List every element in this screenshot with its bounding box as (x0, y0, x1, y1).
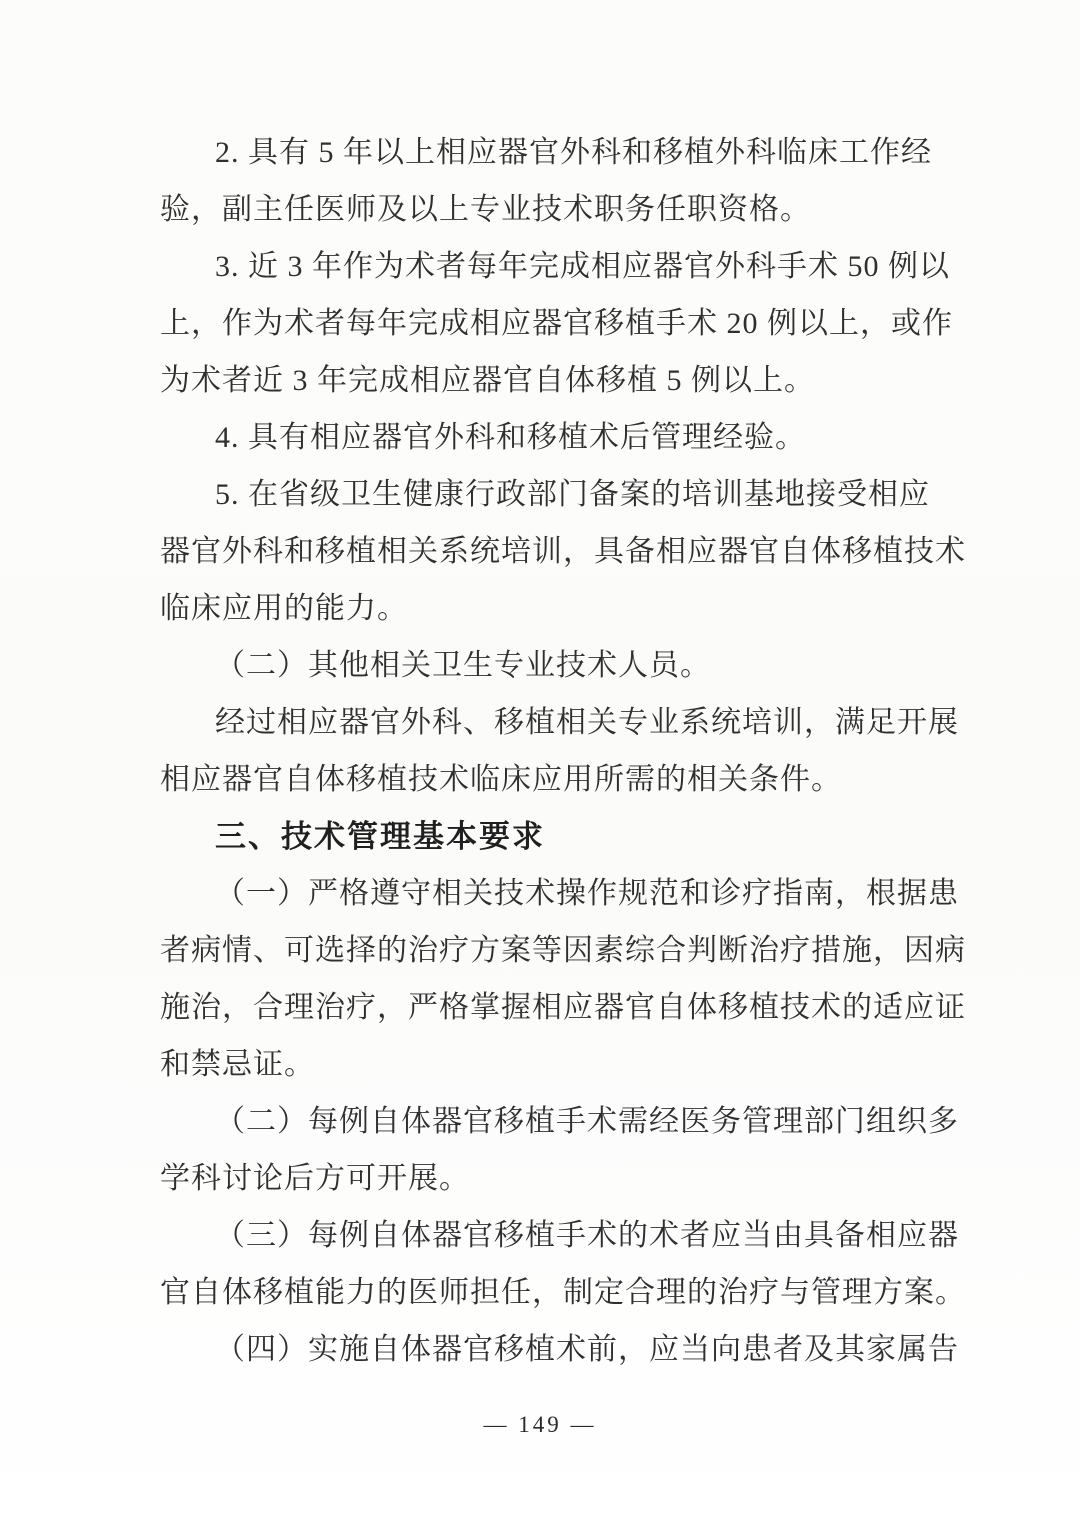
text-line: 4. 具有相应器官外科和移植术后管理经验。 (215, 421, 806, 454)
text-line: 相应器官自体移植技术临床应用所需的相关条件。 (160, 763, 842, 796)
text-line: 临床应用的能力。 (160, 592, 408, 625)
text-line: （二）每例自体器官移植手术需经医务管理部门组织多 (215, 1105, 959, 1138)
text-line: 为术者近 3 年完成相应器官自体移植 5 例以上。 (160, 364, 815, 397)
text-line: 3. 近 3 年作为术者每年完成相应器官外科手术 50 例以 (215, 250, 950, 283)
document-body (160, 124, 966, 1378)
text-line: 上，作为术者每年完成相应器官移植手术 20 例以上，或作 (160, 307, 953, 340)
text-line: 经过相应器官外科、移植相关专业系统培训，满足开展 (215, 706, 959, 739)
text-line: 施治，合理治疗，严格掌握相应器官自体移植技术的适应证 (160, 991, 966, 1024)
text-line: 器官外科和移植相关系统培训，具备相应器官自体移植技术 (160, 535, 966, 568)
section-heading: 三、技术管理基本要求 (215, 819, 545, 854)
text-line: （二）其他相关卫生专业技术人员。 (215, 649, 711, 682)
text-line: （四）实施自体器官移植术前，应当向患者及其家属告 (215, 1333, 959, 1366)
text-line: （三）每例自体器官移植手术的术者应当由具备相应器 (215, 1219, 959, 1252)
text-line: 者病情、可选择的治疗方案等因素综合判断治疗措施，因病 (160, 934, 966, 967)
text-line: 验，副主任医师及以上专业技术职务任职资格。 (160, 193, 811, 226)
text-line: 和禁忌证。 (160, 1048, 315, 1081)
text-line: （一）严格遵守相关技术操作规范和诊疗指南，根据患 (215, 877, 959, 910)
page-number: — 149 — (483, 1412, 597, 1437)
text-line: 5. 在省级卫生健康行政部门备案的培训基地接受相应 (215, 478, 930, 511)
text-line: 学科讨论后方可开展。 (160, 1162, 470, 1195)
text-line: 官自体移植能力的医师担任，制定合理的治疗与管理方案。 (160, 1276, 966, 1309)
text-line: 2. 具有 5 年以上相应器官外科和移植外科临床工作经 (215, 136, 932, 169)
